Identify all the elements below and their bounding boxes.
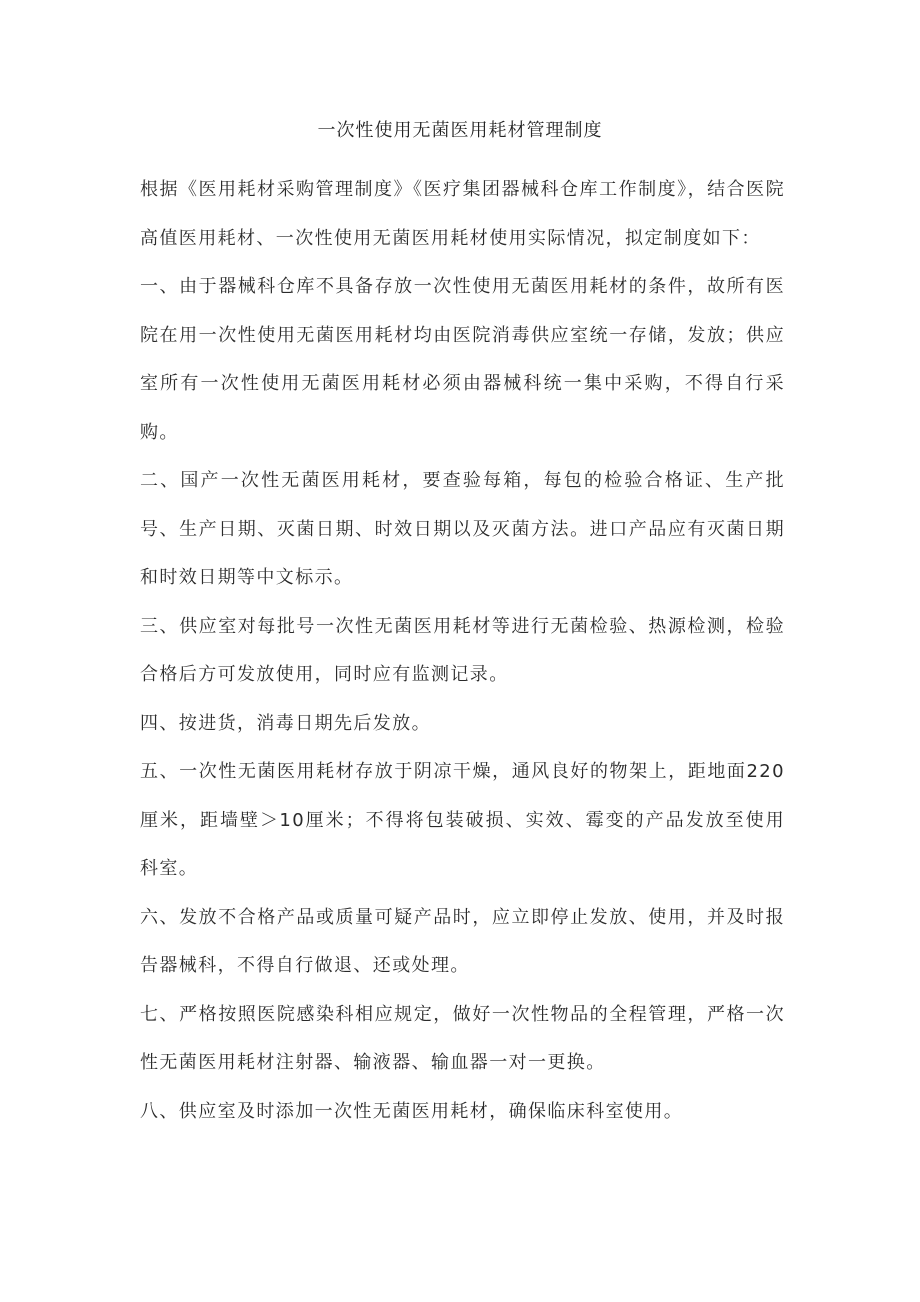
document-title: 一次性使用无菌医用耗材管理制度 [317,120,603,141]
clause-2-paragraph: 二、国产一次性无菌医用耗材，要查验每箱，每包的检验合格证、生产批号、生产日期、灭菌日期、时效日期以及灭菌方法。进口产品应有灭菌日期和时效日期等中文标示。 [140,470,785,588]
document-body [140,166,785,1136]
clause-5-paragraph: 五、一次性无菌医用耗材存放于阴凉干燥，通风良好的物架上，距地面220厘米，距墙壁＞10厘米；不得将包装破损、实效、霉变的产品发放至使用科室。 [140,761,785,879]
clause-4-paragraph: 四、按进货，消毒日期先后发放。 [140,712,431,734]
clause-6-paragraph: 六、发放不合格产品或质量可疑产品时，应立即停止发放、使用，并及时报告器械科，不得自行做退、还或处理。 [140,906,785,976]
clause-1-paragraph: 一、由于器械科仓库不具备存放一次性使用无菌医用耗材的条件，故所有医院在用一次性使用无菌医用耗材均由医院消毒供应室统一存储，发放；供应室所有一次性使用无菌医用耗材必须由器械科统一集中采购，不得自行采购。 [140,276,785,443]
clause-3-paragraph: 三、供应室对每批号一次性无菌医用耗材等进行无菌检验、热源检测，检验合格后方可发放使用，同时应有监测记录。 [140,615,785,685]
clause-7-paragraph: 七、严格按照医院感染科相应规定，做好一次性物品的全程管理，严格一次性无菌医用耗材注射器、输液器、输血器一对一更换。 [140,1003,785,1073]
intro-paragraph: 根据《医用耗材采购管理制度》《医疗集团器械科仓库工作制度》，结合医院高值医用耗材、一次性使用无菌医用耗材使用实际情况，拟定制度如下： [140,179,785,249]
clause-8-paragraph: 八、供应室及时添加一次性无菌医用耗材，确保临床科室使用。 [140,1100,684,1122]
